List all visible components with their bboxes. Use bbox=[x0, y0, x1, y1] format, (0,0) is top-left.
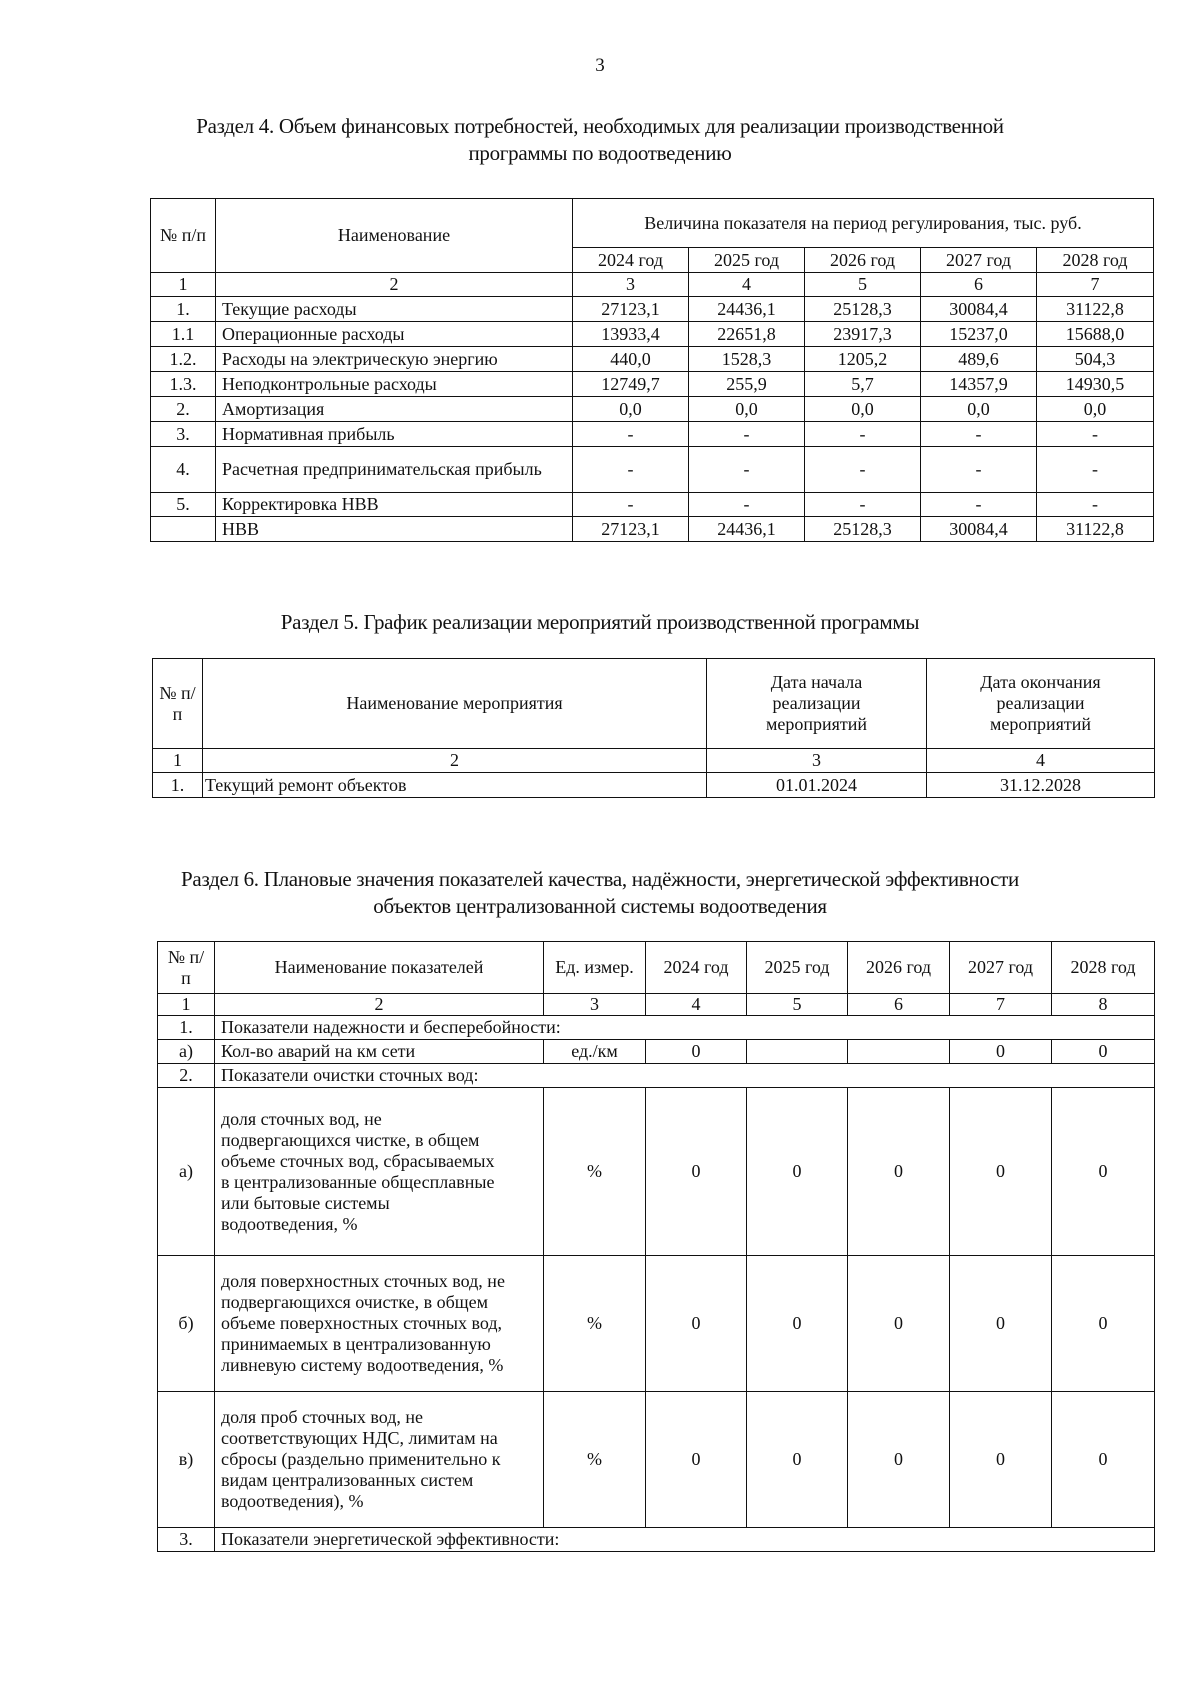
row-value: 0 bbox=[848, 1392, 950, 1528]
row-value: 31122,8 bbox=[1037, 297, 1154, 322]
row-value: 25128,3 bbox=[805, 517, 921, 542]
table-row bbox=[151, 447, 1154, 493]
row-value: 0 bbox=[1052, 1256, 1155, 1392]
row-name: Расходы на электрическую энергию bbox=[216, 347, 573, 372]
row-value: - bbox=[1037, 447, 1154, 493]
row-value: 0 bbox=[950, 1392, 1052, 1528]
row-num: 1. bbox=[153, 773, 203, 798]
row-value: 0,0 bbox=[921, 397, 1037, 422]
row-value: - bbox=[805, 422, 921, 447]
header-year: 2027 год bbox=[921, 248, 1037, 273]
row-name: Текущий ремонт объектов bbox=[203, 773, 707, 798]
row-value: 1205,2 bbox=[805, 347, 921, 372]
row-value: 0,0 bbox=[689, 397, 805, 422]
section5-title-line: Раздел 5. График реализации мероприятий производственной программы bbox=[280, 610, 920, 634]
header-period: Величина показателя на период регулирования, тыс. руб. bbox=[573, 199, 1154, 248]
row-value: 0 bbox=[747, 1392, 848, 1528]
group-row bbox=[158, 1064, 1155, 1088]
row-value: - bbox=[805, 493, 921, 517]
row-value: 24436,1 bbox=[689, 517, 805, 542]
header-year: 2025 год bbox=[747, 942, 848, 994]
row-value: 0 bbox=[747, 1088, 848, 1256]
row-num: 3. bbox=[151, 422, 216, 447]
table-row bbox=[151, 397, 1154, 422]
section6-title-line2: объектов централизованной системы водоотведения bbox=[373, 894, 827, 918]
table-row bbox=[158, 1040, 1155, 1064]
column-numbers-row bbox=[153, 749, 1155, 773]
row-num: 4. bbox=[151, 447, 216, 493]
row-num: а) bbox=[158, 1088, 215, 1256]
header-start: Дата начала реализации мероприятий bbox=[707, 659, 927, 749]
col-number: 2 bbox=[216, 273, 573, 297]
row-name: Корректировка НВВ bbox=[216, 493, 573, 517]
row-value: 0,0 bbox=[573, 397, 689, 422]
row-value: 504,3 bbox=[1037, 347, 1154, 372]
row-value: 27123,1 bbox=[573, 517, 689, 542]
table-row bbox=[151, 422, 1154, 447]
col-number: 8 bbox=[1052, 994, 1155, 1016]
header-name: Наименование показателей bbox=[215, 942, 544, 994]
header-num: № п/п bbox=[151, 199, 216, 273]
row-value: - bbox=[1037, 493, 1154, 517]
row-value: 0 bbox=[848, 1088, 950, 1256]
header-num: № п/п bbox=[153, 659, 203, 749]
table-row bbox=[151, 297, 1154, 322]
section6-title bbox=[150, 866, 1050, 920]
group-row bbox=[158, 1528, 1155, 1552]
col-number: 4 bbox=[689, 273, 805, 297]
row-value: - bbox=[573, 493, 689, 517]
row-value: 30084,4 bbox=[921, 297, 1037, 322]
row-num bbox=[151, 517, 216, 542]
group-num: 3. bbox=[158, 1528, 215, 1552]
row-value: 0 bbox=[646, 1392, 747, 1528]
group-title: Показатели надежности и бесперебойности: bbox=[215, 1016, 1155, 1040]
row-value: - bbox=[573, 422, 689, 447]
row-value: 0 bbox=[848, 1256, 950, 1392]
section5-title bbox=[150, 609, 1050, 636]
section4-title-line1: Раздел 4. Объем финансовых потребностей, необходимых для реализации производственной bbox=[196, 114, 1004, 138]
col-number: 2 bbox=[203, 749, 707, 773]
row-unit: % bbox=[544, 1256, 646, 1392]
col-number: 3 bbox=[573, 273, 689, 297]
row-unit: % bbox=[544, 1088, 646, 1256]
header-year: 2024 год bbox=[573, 248, 689, 273]
column-numbers-row bbox=[158, 994, 1155, 1016]
col-number: 3 bbox=[544, 994, 646, 1016]
col-number: 1 bbox=[151, 273, 216, 297]
row-name: Неподконтрольные расходы bbox=[216, 372, 573, 397]
row-value: 0 bbox=[747, 1256, 848, 1392]
row-num: 2. bbox=[151, 397, 216, 422]
row-name: НВВ bbox=[216, 517, 573, 542]
row-value: 0 bbox=[646, 1040, 747, 1064]
header-end: Дата окончания реализации мероприятий bbox=[927, 659, 1155, 749]
row-value: 0 bbox=[950, 1088, 1052, 1256]
group-title: Показатели энергетической эффективности: bbox=[215, 1528, 1155, 1552]
row-unit: % bbox=[544, 1392, 646, 1528]
row-value: 0 bbox=[1052, 1088, 1155, 1256]
group-title: Показатели очистки сточных вод: bbox=[215, 1064, 1155, 1088]
row-value: - bbox=[689, 447, 805, 493]
row-value: 30084,4 bbox=[921, 517, 1037, 542]
row-value: - bbox=[1037, 422, 1154, 447]
group-row bbox=[158, 1016, 1155, 1040]
row-value: 14357,9 bbox=[921, 372, 1037, 397]
row-value: - bbox=[805, 447, 921, 493]
table-header-row bbox=[153, 659, 1155, 749]
row-value: - bbox=[921, 422, 1037, 447]
header-name: Наименование bbox=[216, 199, 573, 273]
row-value: 0,0 bbox=[805, 397, 921, 422]
header-year: 2024 год bbox=[646, 942, 747, 994]
row-name: доля проб сточных вод, не соответствующих НДС, лимитам на сбросы (раздельно применительно к видам централизованных систем водоотведения), % bbox=[215, 1392, 544, 1528]
row-value: 5,7 bbox=[805, 372, 921, 397]
row-value: 0 bbox=[646, 1256, 747, 1392]
header-year: 2025 год bbox=[689, 248, 805, 273]
section6-title-line1: Раздел 6. Плановые значения показателей качества, надёжности, энергетической эффективности bbox=[181, 867, 1019, 891]
header-year: 2026 год bbox=[805, 248, 921, 273]
row-value: - bbox=[921, 493, 1037, 517]
table-row-total bbox=[151, 517, 1154, 542]
row-value: 1528,3 bbox=[689, 347, 805, 372]
header-year: 2027 год bbox=[950, 942, 1052, 994]
row-value: 25128,3 bbox=[805, 297, 921, 322]
row-num: в) bbox=[158, 1392, 215, 1528]
row-value: 0 bbox=[1052, 1392, 1155, 1528]
column-numbers-row bbox=[151, 273, 1154, 297]
col-number: 4 bbox=[927, 749, 1155, 773]
row-num: 5. bbox=[151, 493, 216, 517]
table-row bbox=[151, 372, 1154, 397]
section6-table bbox=[157, 941, 1155, 1552]
col-number: 4 bbox=[646, 994, 747, 1016]
row-start: 01.01.2024 bbox=[707, 773, 927, 798]
row-num: 1.1 bbox=[151, 322, 216, 347]
row-value: 0 bbox=[646, 1088, 747, 1256]
row-value: 0 bbox=[950, 1040, 1052, 1064]
row-value: 489,6 bbox=[921, 347, 1037, 372]
header-year: 2028 год bbox=[1037, 248, 1154, 273]
section4-table bbox=[150, 198, 1154, 542]
header-unit: Ед. измер. bbox=[544, 942, 646, 994]
col-number: 7 bbox=[1037, 273, 1154, 297]
row-value: 0 bbox=[950, 1256, 1052, 1392]
row-unit: ед./км bbox=[544, 1040, 646, 1064]
row-value: - bbox=[573, 447, 689, 493]
section5-table bbox=[152, 658, 1155, 798]
table-row bbox=[153, 773, 1155, 798]
col-number: 5 bbox=[747, 994, 848, 1016]
row-num: б) bbox=[158, 1256, 215, 1392]
row-num: 1. bbox=[151, 297, 216, 322]
group-num: 1. bbox=[158, 1016, 215, 1040]
row-name: Амортизация bbox=[216, 397, 573, 422]
row-value: 0 bbox=[1052, 1040, 1155, 1064]
table-header-row bbox=[158, 942, 1155, 994]
row-value: 24436,1 bbox=[689, 297, 805, 322]
col-number: 6 bbox=[848, 994, 950, 1016]
section4-title bbox=[150, 113, 1050, 167]
row-value bbox=[848, 1040, 950, 1064]
row-value: - bbox=[921, 447, 1037, 493]
row-num: а) bbox=[158, 1040, 215, 1064]
row-value: 22651,8 bbox=[689, 322, 805, 347]
header-name: Наименование мероприятия bbox=[203, 659, 707, 749]
row-end: 31.12.2028 bbox=[927, 773, 1155, 798]
row-value: 15237,0 bbox=[921, 322, 1037, 347]
table-header-row bbox=[151, 199, 1154, 248]
row-value: 27123,1 bbox=[573, 297, 689, 322]
row-value: 13933,4 bbox=[573, 322, 689, 347]
table-row bbox=[158, 1256, 1155, 1392]
header-year: 2026 год bbox=[848, 942, 950, 994]
row-name: доля сточных вод, не подвергающихся чистке, в общем объеме сточных вод, сбрасываемых в централизованные общесплавные или бытовые системы водоотведения, % bbox=[215, 1088, 544, 1256]
row-name: Операционные расходы bbox=[216, 322, 573, 347]
col-number: 3 bbox=[707, 749, 927, 773]
row-num: 1.3. bbox=[151, 372, 216, 397]
table-row bbox=[151, 493, 1154, 517]
row-name: Нормативная прибыль bbox=[216, 422, 573, 447]
col-number: 1 bbox=[153, 749, 203, 773]
col-number: 2 bbox=[215, 994, 544, 1016]
row-value: 440,0 bbox=[573, 347, 689, 372]
row-value: 12749,7 bbox=[573, 372, 689, 397]
row-name: доля поверхностных сточных вод, не подвергающихся очистке, в общем объеме поверхностных сточных вод, принимаемых в централизованную ливневую систему водоотведения, % bbox=[215, 1256, 544, 1392]
row-name: Кол-во аварий на км сети bbox=[215, 1040, 544, 1064]
row-value bbox=[747, 1040, 848, 1064]
table-row bbox=[158, 1392, 1155, 1528]
col-number: 1 bbox=[158, 994, 215, 1016]
table-row bbox=[151, 347, 1154, 372]
col-number: 7 bbox=[950, 994, 1052, 1016]
table-row bbox=[151, 322, 1154, 347]
table-row bbox=[158, 1088, 1155, 1256]
row-name: Расчетная предпринимательская прибыль bbox=[216, 447, 573, 493]
row-value: 23917,3 bbox=[805, 322, 921, 347]
row-value: - bbox=[689, 493, 805, 517]
section4-title-line2: программы по водоотведению bbox=[468, 141, 732, 165]
row-value: - bbox=[689, 422, 805, 447]
page-number: 3 bbox=[595, 55, 605, 76]
row-value: 31122,8 bbox=[1037, 517, 1154, 542]
header-year: 2028 год bbox=[1052, 942, 1155, 994]
row-value: 15688,0 bbox=[1037, 322, 1154, 347]
row-value: 14930,5 bbox=[1037, 372, 1154, 397]
row-name: Текущие расходы bbox=[216, 297, 573, 322]
row-value: 0,0 bbox=[1037, 397, 1154, 422]
row-num: 1.2. bbox=[151, 347, 216, 372]
col-number: 6 bbox=[921, 273, 1037, 297]
col-number: 5 bbox=[805, 273, 921, 297]
group-num: 2. bbox=[158, 1064, 215, 1088]
header-num: № п/п bbox=[158, 942, 215, 994]
row-value: 255,9 bbox=[689, 372, 805, 397]
